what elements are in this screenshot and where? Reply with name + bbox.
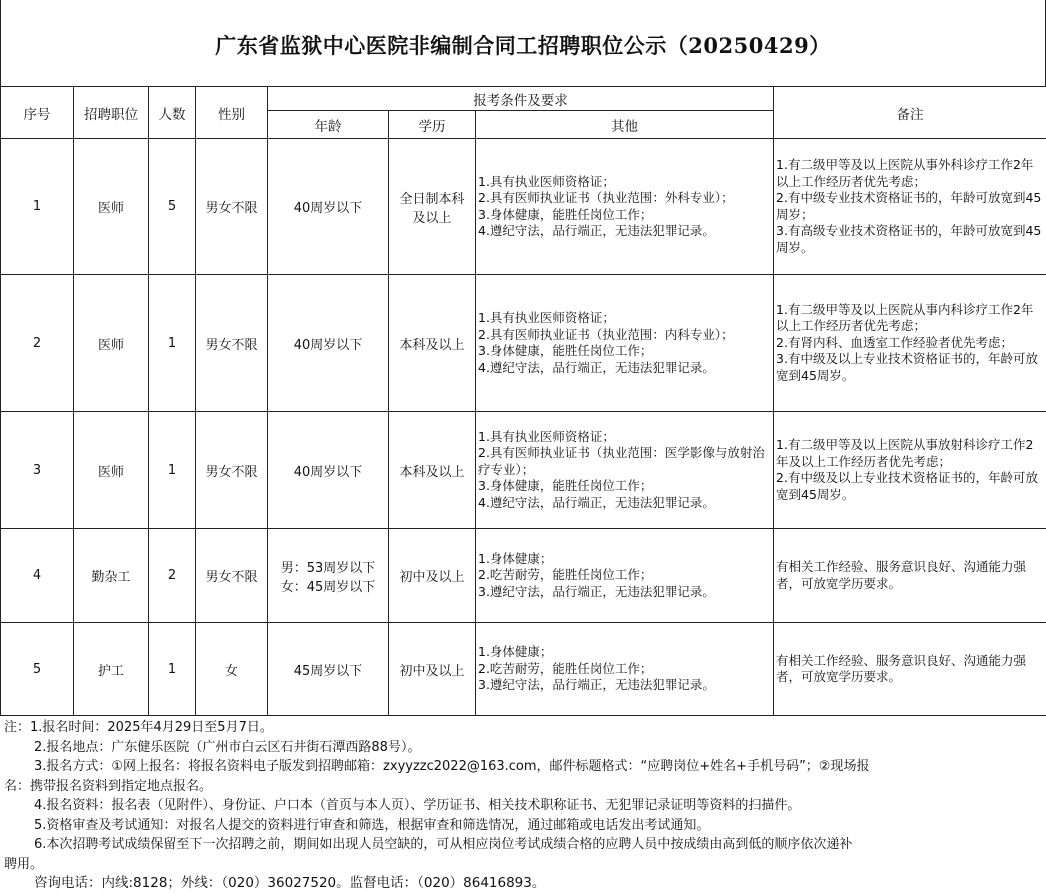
- row-other: [476, 623, 774, 716]
- other-line: 1.身体健康；: [478, 550, 553, 566]
- row-position: 医师: [74, 412, 149, 529]
- row-remarks: [774, 623, 1046, 716]
- table-row: [1, 623, 1046, 716]
- note-score-retention: 6.本次招聘考试成绩保留至下一次招聘之前，期间如出现人员空缺的，可从相应岗位考试成绩合格的应聘人员中按成绩由高到低的顺序依次递补: [34, 837, 853, 852]
- row-gender: 男女不限: [196, 275, 268, 412]
- remark-line: 1.有二级甲等及以上医院从事外科诊疗工作2年以上工作经历者优先考虑；: [776, 157, 1034, 189]
- remark-line: 2.有肾内科、血透室工作经验者优先考虑；: [776, 334, 1013, 350]
- row-position: 护工: [74, 623, 149, 716]
- remark-line: 有相关工作经验、服务意识良好、沟通能力强者，可放宽学历要求。: [776, 559, 1027, 591]
- header-gender: 性别: [196, 87, 268, 139]
- row-age: 40周岁以下: [268, 275, 389, 412]
- row-remarks: [774, 139, 1046, 275]
- row-education: 本科及以上: [389, 412, 476, 529]
- other-line: 1.具有执业医师资格证；: [478, 428, 615, 444]
- row-education: 初中及以上: [389, 623, 476, 716]
- table-row: [1, 529, 1046, 623]
- row-gender: 男女不限: [196, 139, 268, 275]
- age-line: 男：53周岁以下: [280, 560, 376, 576]
- other-line: 3.遵纪守法，品行端正，无违法犯罪记录。: [478, 677, 715, 693]
- other-line: 1.身体健康；: [478, 644, 553, 660]
- header-count: 人数: [149, 87, 196, 139]
- row-remarks: [774, 275, 1046, 412]
- header-age: 年龄: [268, 111, 389, 139]
- row-count: 1: [149, 623, 196, 716]
- row-other: [476, 275, 774, 412]
- remark-line: 2.有中级及以上专业技术资格证书的，年龄可放宽到45周岁。: [776, 470, 1038, 502]
- note-registration-method: 3.报名方式：①网上报名：将报名资料电子版发到招聘邮箱：zxyyzzc2022@163.com，邮件标题格式：“应聘岗位+姓名+手机号码”；②现场报: [34, 759, 870, 774]
- row-age: [268, 529, 389, 623]
- row-no: 1: [1, 139, 74, 275]
- header-education: 学历: [389, 111, 476, 139]
- age-line: 女：45周岁以下: [280, 579, 376, 595]
- header-requirements: 报考条件及要求: [268, 87, 774, 111]
- table-row: [1, 412, 1046, 529]
- notes-section: [0, 718, 1046, 894]
- other-line: 3.身体健康，能胜任岗位工作；: [478, 206, 653, 222]
- row-count: 2: [149, 529, 196, 623]
- header-no: 序号: [1, 87, 74, 139]
- page-title: 广东省监狱中心医院非编制合同工招聘职位公示（20250429）: [0, 0, 1046, 86]
- row-age: 40周岁以下: [268, 412, 389, 529]
- other-line: 2.具有医师执业证书（执业范围：内科专业）；: [478, 326, 734, 342]
- other-line: 4.遵纪守法，品行端正，无违法犯罪记录。: [478, 494, 715, 510]
- row-position: 医师: [74, 139, 149, 275]
- table-row: [1, 139, 1046, 275]
- row-education: 本科及以上: [389, 275, 476, 412]
- other-line: 4.遵纪守法，品行端正，无违法犯罪记录。: [478, 223, 715, 238]
- other-line: 3.身体健康，能胜任岗位工作；: [478, 478, 653, 494]
- other-line: 2.吃苦耐劳，能胜任岗位工作；: [478, 567, 653, 583]
- other-line: 1.具有执业医师资格证；: [478, 173, 615, 189]
- row-no: 3: [1, 412, 74, 529]
- note-review-notice: 5.资格审查及考试通知：对报名人提交的资料进行审查和筛选，根据审查和筛选情况，通过邮箱或电话发出考试通知。: [34, 817, 710, 833]
- note-score-retention-cont: 聘用。: [4, 856, 44, 872]
- note-registration-method-cont: 名：携带报名资料到指定地点报名。: [4, 778, 213, 794]
- row-gender: 男女不限: [196, 529, 268, 623]
- remark-line: 2.有中级专业技术资格证书的，年龄可放宽到45周岁；: [776, 190, 1042, 222]
- header-position: 招聘职位: [74, 87, 149, 139]
- contact-phones: 咨询电话：内线:8128；外线：（020）36027520。监督电话：（020）86416893。: [34, 875, 546, 891]
- note-registration-place: 2.报名地点：广东健乐医院（广州市白云区石井街石潭西路88号）。: [34, 739, 421, 755]
- row-count: 1: [149, 412, 196, 529]
- other-line: 2.具有医师执业证书（执业范围：外科专业）；: [478, 190, 734, 205]
- row-gender: 女: [196, 623, 268, 716]
- note-registration-materials: 4.报名资料：报名表（见附件）、身份证、户口本（首页与本人页）、学历证书、相关技术职称证书、无犯罪记录证明等资料的扫描件。: [34, 798, 801, 813]
- remark-line: 有相关工作经验、服务意识良好、沟通能力强者，可放宽学历要求。: [776, 652, 1027, 684]
- row-age: 45周岁以下: [268, 623, 389, 716]
- row-no: 4: [1, 529, 74, 623]
- header-other: 其他: [476, 111, 774, 139]
- remark-line: 1.有二级甲等及以上医院从事内科诊疗工作2年以上工作经历者优先考虑；: [776, 301, 1034, 334]
- row-gender: 男女不限: [196, 412, 268, 529]
- row-count: 1: [149, 275, 196, 412]
- other-line: 2.吃苦耐劳，能胜任岗位工作；: [478, 660, 653, 676]
- row-education: 初中及以上: [389, 529, 476, 623]
- row-position: 医师: [74, 275, 149, 412]
- remark-line: 1.有二级甲等及以上医院从事放射科诊疗工作2年及以上工作经历者优先考虑；: [776, 437, 1034, 469]
- row-education: 全日制本科及以上: [389, 139, 476, 275]
- note-registration-time: 注：1.报名时间：2025年4月29日至5月7日。: [4, 720, 273, 735]
- other-line: 3.遵纪守法，品行端正，无违法犯罪记录。: [478, 583, 715, 599]
- row-no: 2: [1, 275, 74, 412]
- other-line: 1.具有执业医师资格证；: [478, 310, 615, 325]
- row-remarks: [774, 529, 1046, 623]
- row-other: [476, 412, 774, 529]
- positions-table: [0, 86, 1046, 716]
- row-remarks: [774, 412, 1046, 529]
- row-no: 5: [1, 623, 74, 716]
- row-other: [476, 139, 774, 275]
- row-other: [476, 529, 774, 623]
- remark-line: 3.有高级专业技术资格证书的，年龄可放宽到45周岁。: [776, 223, 1042, 255]
- other-line: 3.身体健康，能胜任岗位工作；: [478, 343, 653, 358]
- row-position: 勤杂工: [74, 529, 149, 623]
- row-count: 5: [149, 139, 196, 275]
- remark-line: 3.有中级及以上专业技术资格证书的，年龄可放宽到45周岁。: [776, 351, 1038, 383]
- other-line: 4.遵纪守法，品行端正，无违法犯罪记录。: [478, 359, 715, 375]
- header-remarks: 备注: [774, 87, 1046, 139]
- row-age: 40周岁以下: [268, 139, 389, 275]
- other-line: 2.具有医师执业证书（执业范围：医学影像与放射治疗专业）；: [478, 445, 765, 477]
- table-row: [1, 275, 1046, 412]
